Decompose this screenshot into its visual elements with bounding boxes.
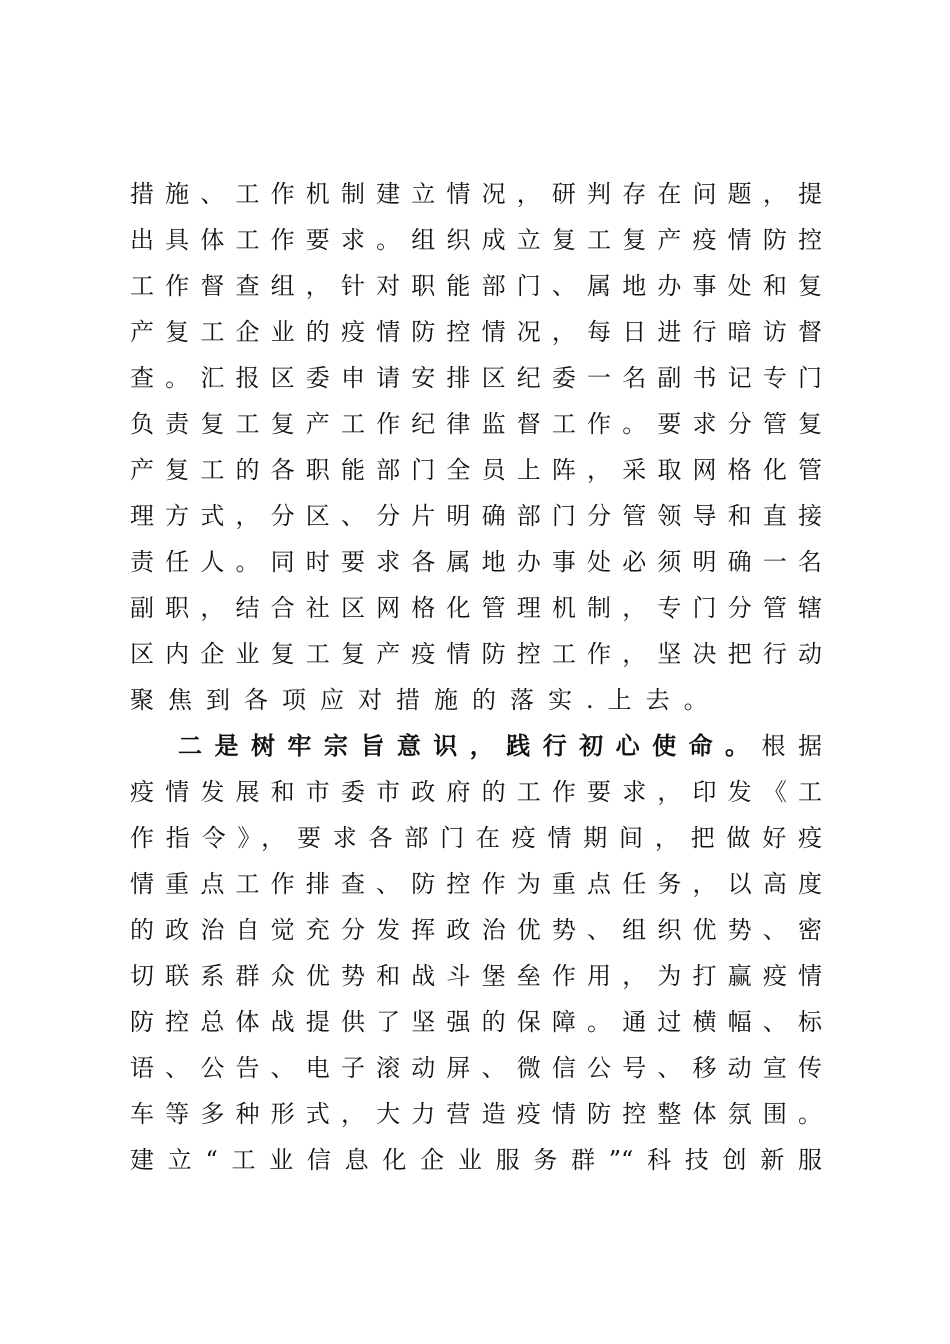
text-line: 产复工的各职能部门全员上阵，采取网格化管 [130,456,822,484]
text-line: 防控总体战提供了坚强的保障。通过横幅、标 [130,1008,822,1036]
text-line: 建立“工业信息化企业服务群”“科技创新服 [130,1146,822,1174]
paragraph-lead-line [130,723,822,769]
body-text [130,171,822,1183]
text-line: 作指令》，要求各部门在疫情期间，把做好疫 [130,824,822,852]
text-line: 语、公告、电子滚动屏、微信公号、移动宣传 [130,1054,822,1082]
text-line: 措施、工作机制建立情况，研判存在问题，提 [130,180,822,208]
text-line: 理方式，分区、分片明确部门分管领导和直接 [130,502,822,530]
text-line: 工作督查组，针对职能部门、属地办事处和复 [130,272,822,300]
paragraph-lead-text: 根据 [761,732,823,760]
text-line: 疫情发展和市委市政府的工作要求，印发《工 [130,778,822,806]
text-line: 车等多种形式，大力营造疫情防控整体氛围。 [130,1100,822,1128]
text-line: 出具体工作要求。组织成立复工复产疫情防控 [130,226,822,254]
text-line: 情重点工作排查、防控作为重点任务，以高度 [130,870,822,898]
text-line: 切联系群众优势和战斗堡垒作用，为打赢疫情 [130,962,822,990]
text-line: 负责复工复产工作纪律监督工作。要求分管复 [130,410,822,438]
text-line: 区内企业复工复产疫情防控工作，坚决把行动 [130,640,822,668]
text-line: 聚焦到各项应对措施的落实.上去。 [130,686,722,714]
text-line: 责任人。同时要求各属地办事处必须明确一名 [130,548,822,576]
text-line: 的政治自觉充分发挥政治优势、组织优势、密 [130,916,822,944]
text-line: 查。汇报区委申请安排区纪委一名副书记专门 [130,364,822,392]
paragraph-heading: 二是树牢宗旨意识，践行初心使命。 [178,731,762,760]
text-line: 产复工企业的疫情防控情况，每日进行暗访督 [130,318,822,346]
text-line: 副职，结合社区网格化管理机制，专门分管辖 [130,594,822,622]
